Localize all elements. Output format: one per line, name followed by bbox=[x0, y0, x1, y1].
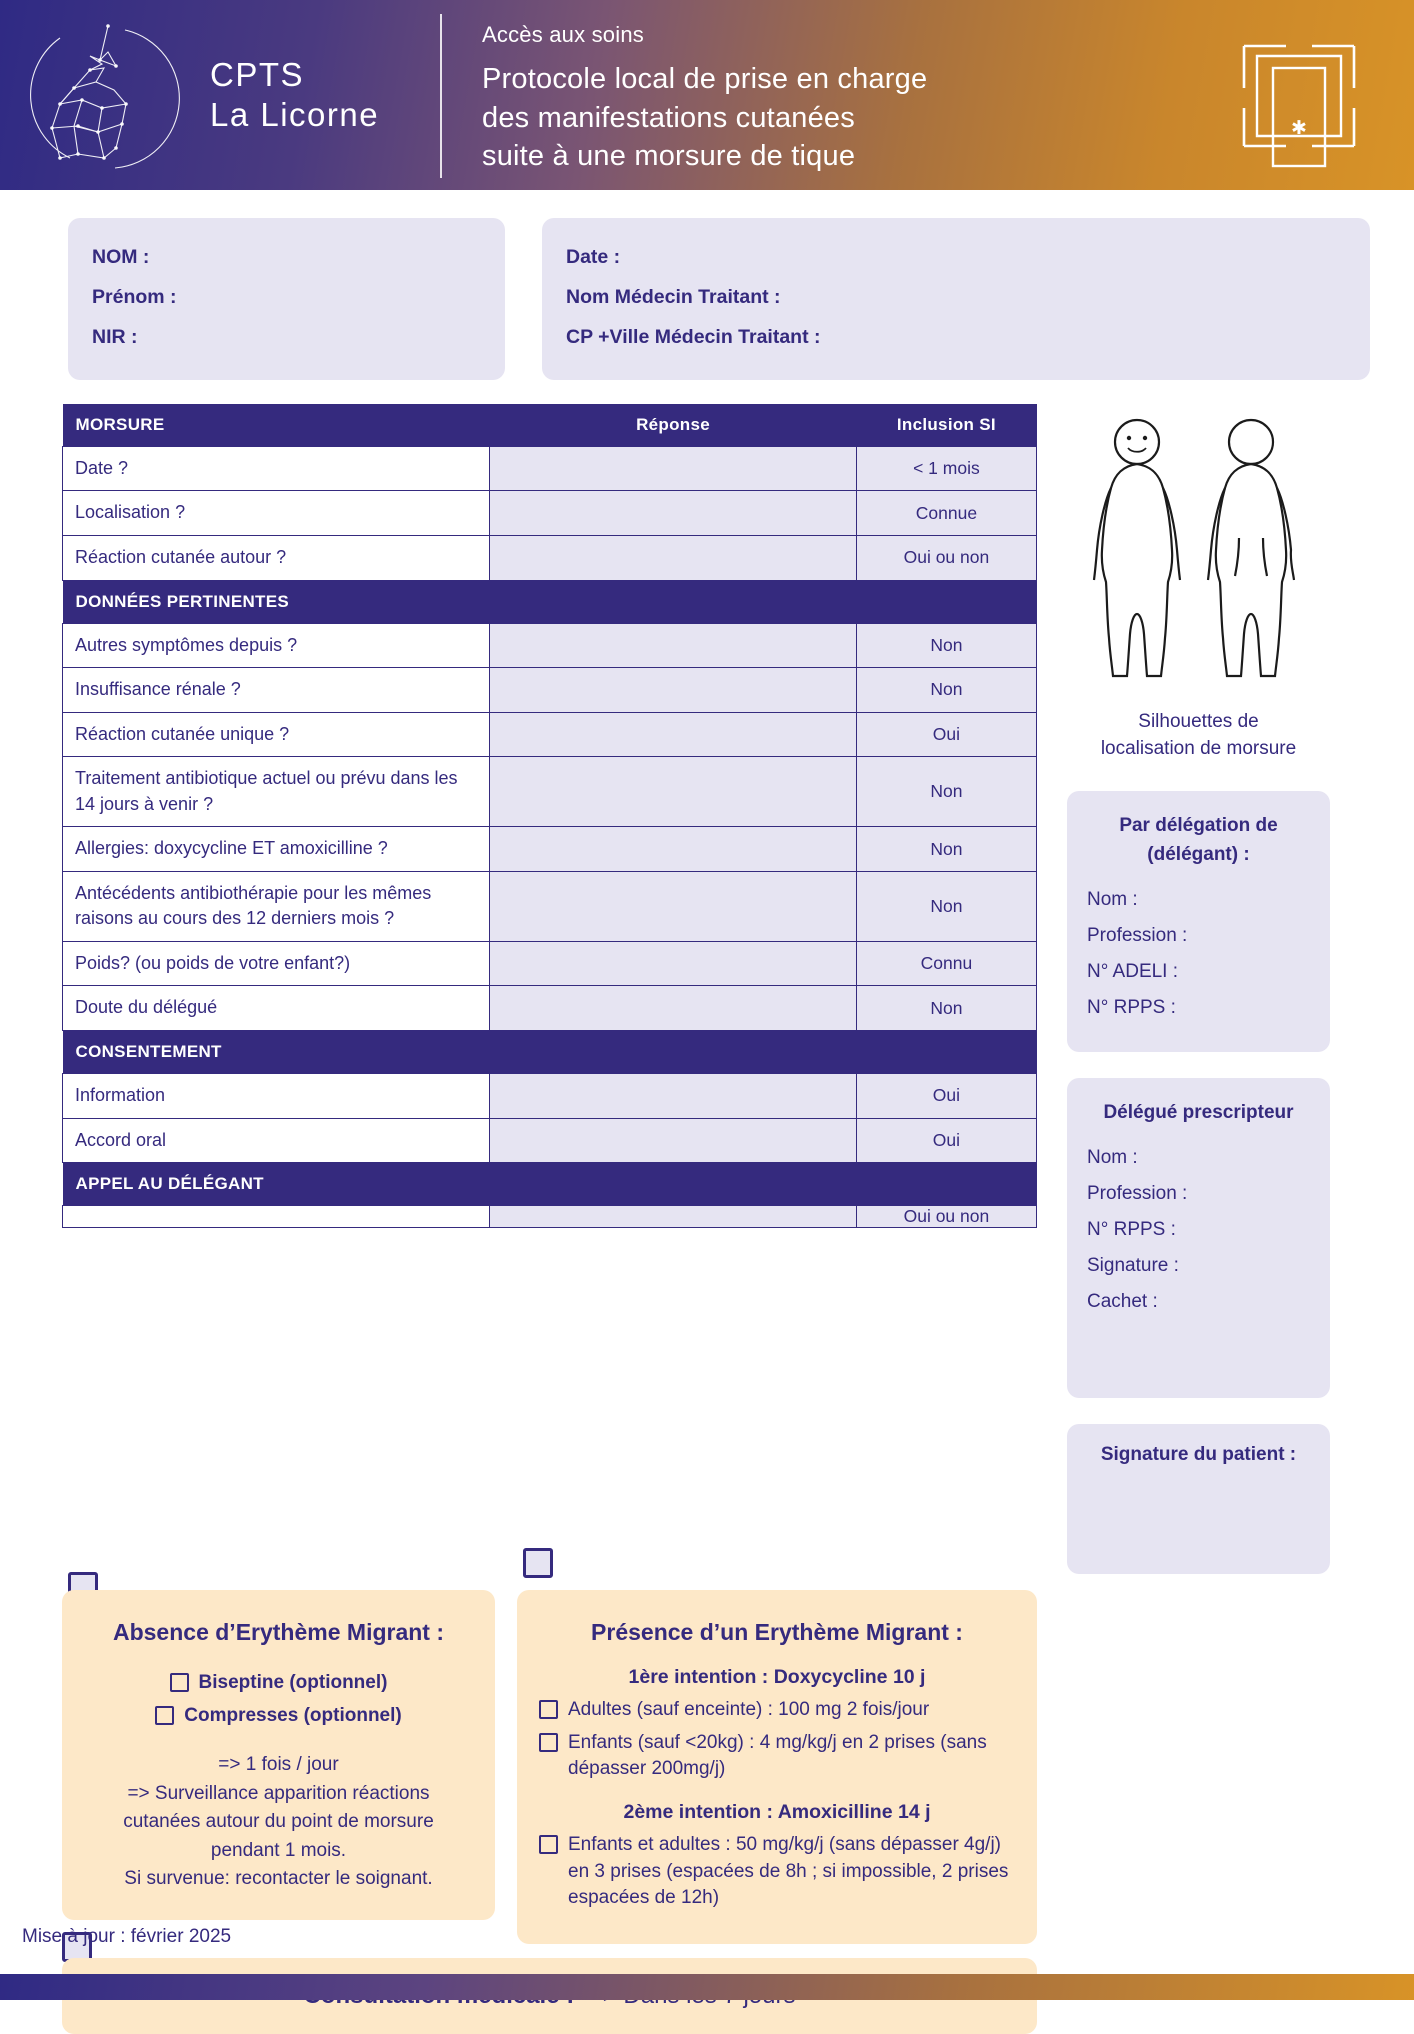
row-inclusion-value: < 1 mois bbox=[856, 446, 1036, 491]
row-inclusion-value: Non bbox=[856, 871, 1036, 941]
table-section-header bbox=[63, 1031, 1037, 1074]
prescriber-field-signature: Signature : bbox=[1087, 1254, 1179, 1276]
patient-identity-box[interactable] bbox=[68, 218, 505, 380]
prescriber-title: Délégué prescripteur bbox=[1103, 1102, 1294, 1124]
delegation-field-rpps: N° RPPS : bbox=[1087, 997, 1176, 1018]
absence-option-label: Compresses (optionnel) bbox=[184, 1704, 402, 1726]
presence-option-row[interactable] bbox=[539, 1730, 1015, 1783]
assessment-table bbox=[62, 404, 1037, 1228]
compresses-checkbox[interactable] bbox=[155, 1706, 174, 1725]
section-title: APPEL AU DÉLÉGANT bbox=[63, 1163, 1037, 1206]
prescriber-field-nom: Nom : bbox=[1087, 1146, 1138, 1168]
table-row bbox=[63, 623, 1037, 668]
silhouette-caption-line-2: localisation de morsure bbox=[1100, 737, 1297, 759]
table-row bbox=[63, 757, 1037, 827]
second-line-title: 2ème intention : Amoxicilline 14 j bbox=[623, 1800, 931, 1823]
delegation-title-line-1: Par délégation de bbox=[1119, 814, 1278, 836]
row-inclusion-value: Oui ou non bbox=[856, 536, 1036, 581]
row-inclusion-value: Non bbox=[856, 668, 1036, 713]
row-question: Localisation ? bbox=[63, 491, 490, 536]
row-answer-input[interactable] bbox=[490, 871, 857, 941]
absence-note-line: Si survenue: recontacter le soignant. bbox=[124, 1868, 433, 1890]
row-question: Réaction cutanée autour ? bbox=[63, 536, 490, 581]
row-answer-input[interactable] bbox=[490, 1074, 857, 1119]
row-inclusion-value: Connue bbox=[856, 491, 1036, 536]
header-title-block bbox=[442, 0, 1184, 190]
table-row bbox=[63, 446, 1037, 491]
unicorn-logo-icon bbox=[30, 8, 200, 183]
header-kicker: Accès aux soins bbox=[482, 22, 644, 47]
row-answer-input[interactable] bbox=[490, 668, 857, 713]
table-row bbox=[63, 491, 1037, 536]
prescriber-field-rpps: N° RPPS : bbox=[1087, 1218, 1176, 1240]
patient-signature-title: Signature du patient : bbox=[1100, 1444, 1297, 1465]
row-question: Date ? bbox=[63, 446, 490, 491]
row-inclusion-value: Oui bbox=[856, 712, 1036, 757]
section-title: DONNÉES PERTINENTES bbox=[63, 580, 1037, 623]
row-question: Doute du délégué bbox=[63, 986, 490, 1031]
presence-option-row[interactable] bbox=[539, 1697, 1015, 1724]
adults-doxycycline-checkbox[interactable] bbox=[539, 1700, 558, 1719]
field-date: Date : bbox=[566, 246, 621, 268]
prescriber-field-cachet: Cachet : bbox=[1087, 1290, 1158, 1312]
page-title-line-3: suite à une morsure de tique bbox=[482, 140, 856, 173]
delegation-field-adeli: N° ADELI : bbox=[1087, 960, 1179, 982]
children-doxycycline-checkbox[interactable] bbox=[539, 1733, 558, 1752]
footer-bar bbox=[0, 1974, 1414, 2000]
absence-option-label: Biseptine (optionnel) bbox=[198, 1672, 388, 1694]
row-answer-input[interactable] bbox=[490, 446, 857, 491]
table-row bbox=[63, 712, 1037, 757]
field-cp-ville-medecin: CP +Ville Médecin Traitant : bbox=[566, 325, 821, 348]
patient-signature-panel[interactable] bbox=[1067, 1424, 1330, 1574]
table-row bbox=[63, 871, 1037, 941]
row-inclusion-value: Non bbox=[856, 827, 1036, 872]
presence-option-label: Adultes (sauf enceinte) : 100 mg 2 fois/jour bbox=[568, 1699, 930, 1721]
delegation-field-nom: Nom : bbox=[1087, 888, 1138, 910]
row-inclusion-value: Non bbox=[856, 623, 1036, 668]
row-answer-input[interactable] bbox=[490, 491, 857, 536]
right-sidebar bbox=[1067, 404, 1330, 1574]
presence-option-label: Enfants et adultes : 50 mg/kg/j (sans dépasser 4g/j) en 3 prises (espacées de 8h ; si impossible, 2 prises espacées de 12h) bbox=[568, 1833, 1009, 1909]
prescriber-panel[interactable] bbox=[1067, 1078, 1330, 1398]
row-answer-input[interactable] bbox=[490, 827, 857, 872]
col-header-reponse: Réponse bbox=[490, 404, 857, 447]
row-answer-input[interactable] bbox=[490, 1118, 857, 1163]
presence-option-label: Enfants (sauf <20kg) : 4 mg/kg/j en 2 prises (sans dépasser 200mg/j) bbox=[568, 1731, 987, 1780]
identity-section bbox=[0, 190, 1414, 380]
brand-text bbox=[210, 55, 379, 136]
brand-line-2: La Licorne bbox=[210, 96, 380, 133]
form-table-column bbox=[62, 404, 1037, 1574]
row-question: Traitement antibiotique actuel ou prévu dans les 14 jours à venir ? bbox=[63, 757, 490, 827]
table-row bbox=[63, 827, 1037, 872]
row-answer-input[interactable] bbox=[490, 1206, 857, 1228]
row-question: Information bbox=[63, 1074, 490, 1119]
field-nom: NOM : bbox=[92, 246, 150, 268]
presence-em-title: Présence d’un Erythème Migrant : bbox=[591, 1619, 963, 1645]
table-row bbox=[63, 986, 1037, 1031]
field-nom-medecin: Nom Médecin Traitant : bbox=[566, 285, 781, 308]
absence-note-line: => 1 fois / jour bbox=[218, 1754, 339, 1776]
delegation-field-profession: Profession : bbox=[1087, 924, 1188, 946]
doctor-identity-box[interactable] bbox=[542, 218, 1370, 380]
row-question: Poids? (ou poids de votre enfant?) bbox=[63, 941, 490, 986]
row-question: Antécédents antibiothérapie pour les mêmes raisons au cours des 12 derniers mois ? bbox=[63, 871, 490, 941]
silhouette-caption-line-1: Silhouettes de bbox=[1138, 710, 1259, 732]
absence-option-row[interactable] bbox=[84, 1703, 473, 1730]
row-answer-input[interactable] bbox=[490, 941, 857, 986]
col-header-morsure: MORSURE bbox=[63, 404, 490, 447]
row-question bbox=[63, 1206, 490, 1228]
row-answer-input[interactable] bbox=[490, 986, 857, 1031]
page-header bbox=[0, 0, 1414, 190]
absence-note-line: => Surveillance apparition réactions bbox=[127, 1782, 430, 1804]
presence-em-box bbox=[517, 1590, 1037, 1944]
presence-option-row[interactable] bbox=[539, 1832, 1015, 1912]
update-note: Mise à jour : février 2025 bbox=[22, 1926, 232, 1947]
table-row bbox=[63, 941, 1037, 986]
table-row bbox=[63, 668, 1037, 713]
brand-line-1: CPTS bbox=[210, 55, 305, 93]
prescriber-field-profession: Profession : bbox=[1087, 1182, 1188, 1204]
absence-em-title: Absence d’Erythème Migrant : bbox=[112, 1619, 445, 1645]
absence-note-line: cutanées autour du point de morsure bbox=[123, 1811, 434, 1833]
body-silhouettes-icon bbox=[1079, 410, 1319, 690]
absence-option-row[interactable] bbox=[84, 1670, 473, 1697]
absence-em-box bbox=[62, 1590, 495, 1920]
row-inclusion-value: Oui bbox=[856, 1074, 1036, 1119]
row-answer-input[interactable] bbox=[490, 623, 857, 668]
brand-block bbox=[0, 0, 440, 190]
row-inclusion-value: Non bbox=[856, 757, 1036, 827]
main-body bbox=[0, 380, 1414, 1574]
delegation-panel[interactable] bbox=[1067, 791, 1330, 1052]
table-row bbox=[63, 536, 1037, 581]
col-header-inclusion: Inclusion SI bbox=[856, 404, 1036, 447]
absence-note-line: pendant 1 mois. bbox=[210, 1839, 347, 1861]
table-header-row bbox=[63, 404, 1037, 447]
nested-frame-asterisk-icon bbox=[1184, 0, 1414, 190]
first-line-title: 1ère intention : Doxycycline 10 j bbox=[628, 1666, 926, 1689]
field-nir: NIR : bbox=[92, 325, 138, 348]
amoxicilline-checkbox[interactable] bbox=[539, 1835, 558, 1854]
row-question: Allergies: doxycycline ET amoxicilline ? bbox=[63, 827, 490, 872]
row-question: Réaction cutanée unique ? bbox=[63, 712, 490, 757]
table-section-header bbox=[63, 1163, 1037, 1206]
page-title-line-1: Protocole local de prise en charge bbox=[482, 63, 928, 95]
row-inclusion-value: Oui ou non bbox=[856, 1206, 1036, 1228]
row-question: Insuffisance rénale ? bbox=[63, 668, 490, 713]
row-question: Accord oral bbox=[63, 1118, 490, 1163]
row-inclusion-value: Oui bbox=[856, 1118, 1036, 1163]
row-inclusion-value: Connu bbox=[856, 941, 1036, 986]
table-row bbox=[63, 1206, 1037, 1228]
row-answer-input[interactable] bbox=[490, 712, 857, 757]
svg-text:✱: ✱ bbox=[1291, 117, 1307, 139]
table-row bbox=[63, 1118, 1037, 1163]
row-answer-input[interactable] bbox=[490, 536, 857, 581]
silhouette-block bbox=[1067, 404, 1330, 763]
table-section-header bbox=[63, 580, 1037, 623]
delegation-title-line-2: (délégant) : bbox=[1147, 844, 1250, 866]
table-row bbox=[63, 1074, 1037, 1119]
row-inclusion-value: Non bbox=[856, 986, 1036, 1031]
field-prenom: Prénom : bbox=[92, 285, 177, 308]
page-title-line-2: des manifestations cutanées bbox=[482, 101, 855, 134]
row-question: Autres symptômes depuis ? bbox=[63, 623, 490, 668]
section-title: CONSENTEMENT bbox=[63, 1031, 1037, 1074]
row-answer-input[interactable] bbox=[490, 757, 857, 827]
biseptine-checkbox[interactable] bbox=[170, 1673, 189, 1692]
treatment-section bbox=[0, 1574, 1414, 1944]
presence-em-checkbox[interactable] bbox=[523, 1548, 553, 1578]
